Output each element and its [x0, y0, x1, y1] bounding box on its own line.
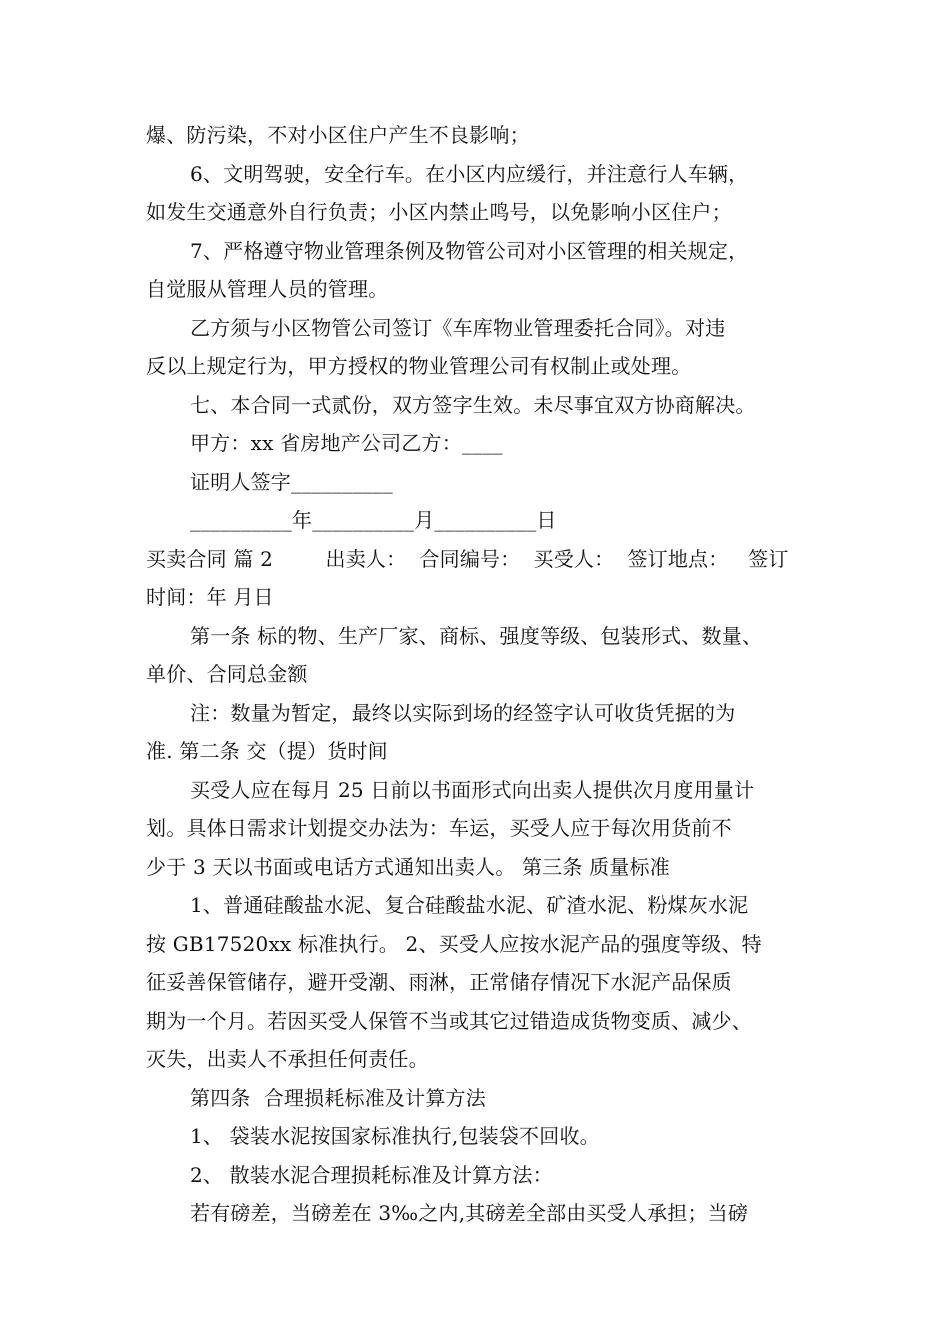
contract-2-header-line: 买卖合同 篇 2 出卖人： 合同编号： 买受人： 签订地点： 签订 [146, 546, 789, 571]
paragraph-line: 期为一个月。若因买受人保管不当或其它过错造成货物变质、减少、 [146, 1008, 752, 1033]
article-1-line: 第一条 标的物、生产厂家、商标、强度等级、包装形式、数量、 [190, 623, 763, 648]
paragraph-line: 乙方须与小区物管公司签订《车库物业管理委托合同》。对违 [190, 315, 726, 340]
party-signature-line: 甲方：xx 省房地产公司乙方：____ [190, 431, 503, 455]
paragraph-line: 征妥善保管储存，避开受潮、雨淋，正常储存情况下水泥产品保质 [146, 970, 732, 994]
article-7-line: 七、本合同一式贰份，双方签字生效。未尽事宜双方协商解决。 [190, 392, 756, 417]
note-line: 注：数量为暂定，最终以实际到场的经签字认可收货凭据的为 [190, 700, 736, 725]
paragraph-line: 自觉服从管理人员的管理。 [146, 277, 389, 301]
paragraph-line: 单价、合同总金额 [146, 662, 308, 686]
paragraph-line: 买受人应在每月 25 日前以书面形式向出卖人提供次月度用量计 [190, 777, 755, 802]
article-4-heading: 第四条 合理损耗标准及计算方法 [190, 1085, 486, 1110]
paragraph-line: 按 GB17520xx 标准执行。 2、买受人应按水泥产品的强度等级、特 [146, 931, 762, 956]
paragraph-line: 灭失，出卖人不承担任何责任。 [146, 1047, 429, 1071]
paragraph-line: 若有磅差，当磅差在 3‰之内,其磅差全部由买受人承担；当磅 [190, 1201, 749, 1225]
article-2-line: 准. 第二条 交（提）货时间 [146, 739, 388, 763]
clause-7-line: 7、严格遵守物业管理条例及物管公司对小区管理的相关规定， [190, 238, 749, 263]
list-item: 1、 袋装水泥按国家标准执行,包装袋不回收。 [190, 1124, 600, 1148]
contract-text [146, 116, 826, 1233]
clause-6-line: 6、文明驾驶，安全行车。在小区内应缓行，并注意行人车辆， [190, 161, 749, 186]
paragraph-line: 划。具体日需求计划提交办法为：车运，买受人应于每次用货前不 [146, 816, 732, 840]
paragraph-line: 爆、防污染，不对小区住户产生不良影响； [146, 123, 530, 147]
paragraph-line: 时间：年 月日 [146, 585, 274, 609]
list-item: 2、 散装水泥合理损耗标准及计算方法： [190, 1162, 553, 1187]
paragraph-line: 反以上规定行为，甲方授权的物业管理公司有权制止或处理。 [146, 354, 692, 378]
article-3-line: 少于 3 天以书面或电话方式通知出卖人。 第三条 质量标准 [146, 854, 670, 879]
paragraph-line: 1、普通硅酸盐水泥、复合硅酸盐水泥、矿渣水泥、粉煤灰水泥 [190, 893, 749, 917]
paragraph-line: 如发生交通意外自行负责；小区内禁止鸣号，以免影响小区住户； [146, 200, 732, 224]
witness-signature-line: 证明人签字__________ [190, 469, 393, 494]
date-line: __________年__________月__________日 [190, 508, 557, 532]
